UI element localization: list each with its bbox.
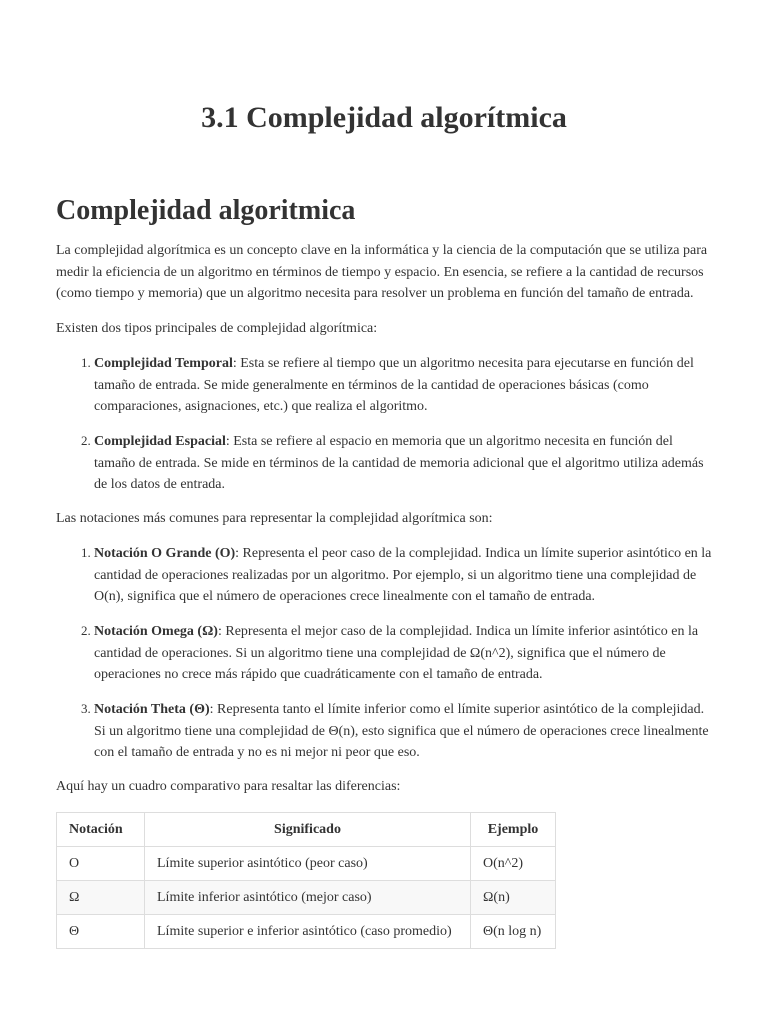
section-title: Complejidad algoritmica: [56, 195, 356, 226]
types-list: [56, 352, 712, 496]
table-cell-ejemplo: Ω(n): [471, 881, 556, 915]
list-item: [94, 352, 712, 418]
page-title: 3.1 Complejidad algorítmica: [201, 101, 567, 134]
list-item-text: : Esta se refiere al espacio en memoria que un algoritmo necesita en función del tamaño de entrada. Se mide en términos de la cantidad de memoria adicional que el algoritmo utiliza además de los datos de entrada.: [94, 434, 704, 492]
list-item-term: Notación Theta (Θ): [94, 702, 210, 717]
list-item-text: : Representa tanto el límite inferior como el límite superior asintótico de la complejidad. Si un algoritmo tiene una complejidad de Θ(n), esto significa que el número de operaciones crece linealmente con el tamaño de entrada y no es ni mejor ni peor que eso.: [94, 702, 709, 760]
table-cell-ejemplo: Θ(n log n): [471, 915, 556, 949]
table-row: [57, 847, 556, 881]
table-header-significado: Significado: [145, 813, 471, 847]
table-cell-significado: Límite superior asintótico (peor caso): [145, 847, 471, 881]
notations-list: [56, 542, 712, 764]
table-cell-notacion: O: [57, 847, 145, 881]
list-item-term: Complejidad Temporal: [94, 356, 233, 371]
notations-lead: Las notaciones más comunes para representar la complejidad algorítmica son:: [56, 510, 493, 526]
table-cell-significado: Límite superior e inferior asintótico (caso promedio): [145, 915, 471, 949]
list-item-text: : Esta se refiere al tiempo que un algoritmo necesita para ejecutarse en función del tamaño de entrada. Se mide generalmente en términos de la cantidad de operaciones básicas (como comparaciones, asignaciones, etc.) que realiza el algoritmo.: [94, 356, 694, 414]
list-item-term: Notación Omega (Ω): [94, 624, 218, 639]
list-item-text: : Representa el mejor caso de la complejidad. Indica un límite inferior asintótico en la cantidad de operaciones. Si un algoritmo tiene una complejidad de Ω(n^2), significa que el número de operaciones no crece más rápido que cuadráticamente con el tamaño de entrada.: [94, 624, 699, 682]
intro-paragraph: La complejidad algorítmica es un concepto clave en la informática y la ciencia de la computación que se utiliza para medir la eficiencia de un algoritmo en términos de tiempo y espacio. En esencia, se refiere a la cantidad de recursos (como tiempo y memoria) que un algoritmo necesita para resolver un problema en función del tamaño de entrada.: [56, 243, 708, 301]
list-item: [94, 542, 712, 608]
table-lead: Aquí hay un cuadro comparativo para resaltar las diferencias:: [56, 778, 401, 794]
table-row: [57, 915, 556, 949]
table-cell-significado: Límite inferior asintótico (mejor caso): [145, 881, 471, 915]
comparison-table: [56, 812, 556, 949]
table-header-row: [57, 813, 556, 847]
table-row: [57, 881, 556, 915]
table-cell-notacion: Ω: [57, 881, 145, 915]
list-item: [94, 698, 712, 764]
list-item-term: Notación O Grande (O): [94, 546, 236, 561]
table-cell-notacion: Θ: [57, 915, 145, 949]
table-cell-ejemplo: O(n^2): [471, 847, 556, 881]
list-item: [94, 430, 712, 496]
list-item-term: Complejidad Espacial: [94, 434, 226, 449]
list-item-text: : Representa el peor caso de la complejidad. Indica un límite superior asintótico en la cantidad de operaciones realizadas por un algoritmo. Por ejemplo, si un algoritmo tiene una complejidad de O(n), significa que el número de operaciones crece linealmente con el tamaño de entrada.: [94, 546, 712, 604]
list-item: [94, 620, 712, 686]
table-header-notacion: Notación: [57, 813, 145, 847]
table-header-ejemplo: Ejemplo: [471, 813, 556, 847]
types-lead: Existen dos tipos principales de complejidad algorítmica:: [56, 320, 378, 336]
